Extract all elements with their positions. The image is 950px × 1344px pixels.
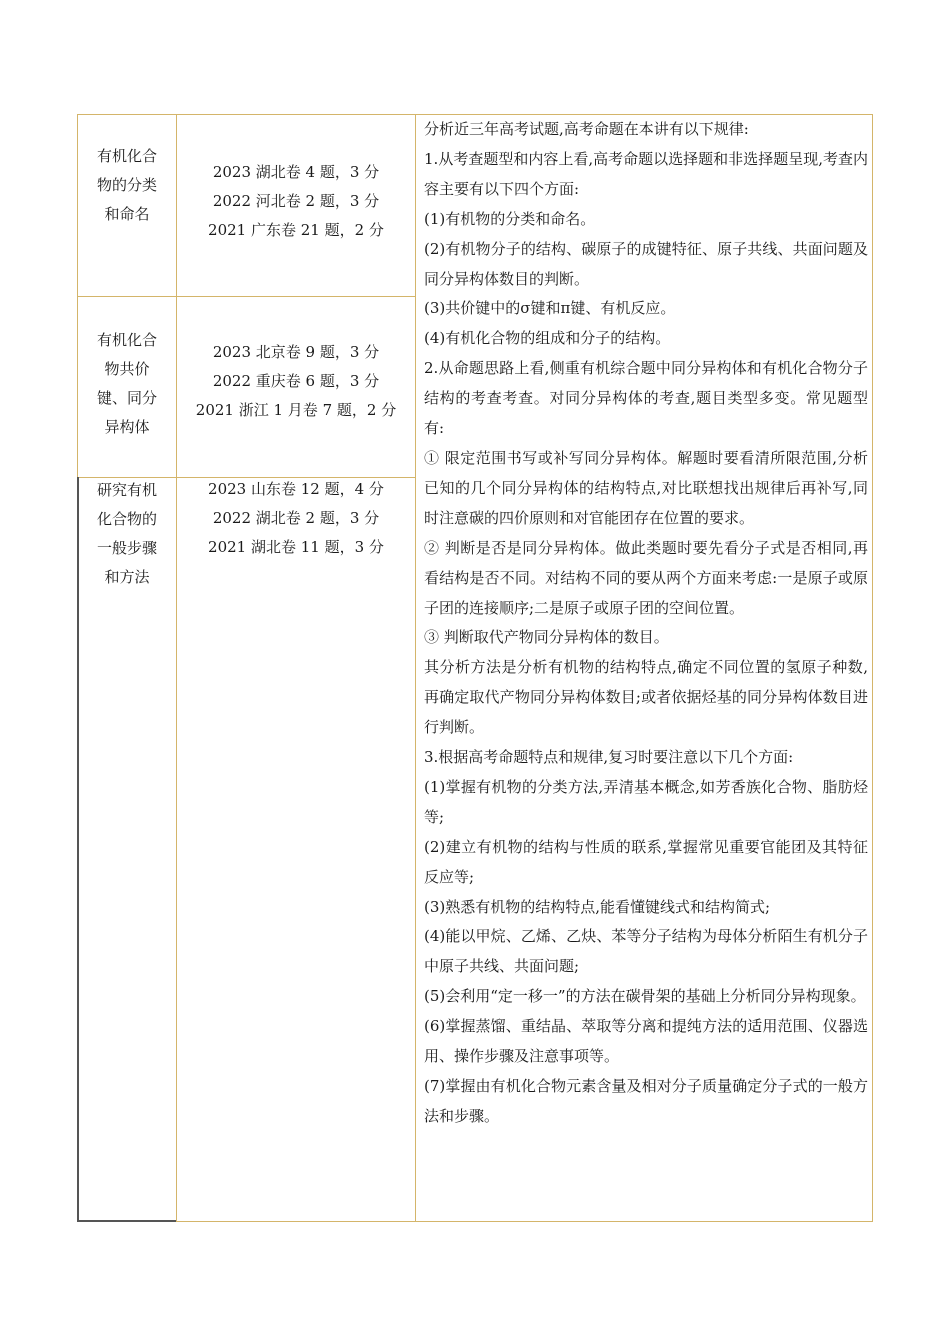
exam-cell-research-methods <box>178 475 414 562</box>
topic-text: 物共价 <box>104 360 150 378</box>
analysis-paragraph: (6)掌握蒸馏、重结晶、萃取等分离和提纯方法的适用范围、仪器选用、操作步骤及注意事项等。 <box>424 1017 868 1066</box>
analysis-paragraph: (4)能以甲烷、乙烯、乙炔、苯等分子结构为母体分析陌生有机分子中原子共线、共面问题; <box>424 927 868 976</box>
exam-reference: 2022 湖北卷 2 题，3 分 <box>212 509 380 527</box>
exam-reference: 2023 北京卷 9 题，3 分 <box>212 343 380 361</box>
analysis-paragraph: (7)掌握由有机化合物元素含量及相对分子质量确定分子式的一般方法和步骤。 <box>424 1077 868 1125</box>
column-divider <box>176 115 177 1221</box>
analysis-paragraph: (1)有机物的分类和命名。 <box>424 209 596 228</box>
analysis-paragraph: ② 判断是否是同分异构体。做此类题时要先看分子式是否相同,再看结构是否不同。对结构不同的要从两个方面来考虑:一是原子或原子团的连接顺序;二是原子或原子团的空间位置。 <box>424 538 868 617</box>
topic-text: 有机化合 <box>96 147 157 165</box>
topic-text: 和方法 <box>104 568 150 586</box>
analysis-cell <box>424 115 868 1132</box>
exam-cell-classification <box>178 158 414 245</box>
exam-reference: 2022 重庆卷 6 题，3 分 <box>212 372 380 390</box>
exam-reference: 2021 浙江 1 月卷 7 题，2 分 <box>195 401 397 419</box>
topic-text: 一般步骤 <box>96 539 157 557</box>
analysis-paragraph: ① 限定范围书写或补写同分异构体。解题时要看清所限范围,分析已知的几个同分异构体的结构特点,对比联想找出规律后再补写,同时注意碳的四价原则和对官能团存在位置的要求。 <box>424 448 868 527</box>
topic-text: 有机化合 <box>96 331 157 349</box>
topic-text: 键、同分 <box>96 389 157 407</box>
analysis-paragraph: (3)共价键中的σ键和π键、有机反应。 <box>424 299 676 318</box>
exam-reference: 2023 湖北卷 4 题，3 分 <box>212 163 380 181</box>
topic-text: 化合物的 <box>96 510 157 528</box>
table-left-border <box>77 477 79 1222</box>
analysis-intro: 分析近三年高考试题,高考命题在本讲有以下规律: <box>424 120 749 138</box>
topic-cell-research-methods <box>90 476 164 592</box>
exam-reference: 2021 广东卷 21 题，2 分 <box>208 221 384 239</box>
exam-reference: 2023 山东卷 12 题，4 分 <box>208 480 384 498</box>
table-bottom-border <box>77 1220 176 1222</box>
analysis-paragraph: 其分析方法是分析有机物的结构特点,确定不同位置的氢原子种数,再确定取代产物同分异构体数目;或者依据烃基的同分异构体数目进行判断。 <box>424 658 868 737</box>
topic-cell-classification <box>90 142 164 229</box>
analysis-paragraph: 1.从考查题型和内容上看,高考命题以选择题和非选择题呈现,考查内容主要有以下四个方面: <box>424 149 868 198</box>
topic-text: 异构体 <box>104 418 150 436</box>
analysis-paragraph: (3)熟悉有机物的结构特点,能看懂键线式和结构简式; <box>424 897 771 916</box>
analysis-paragraph: (2)有机物分子的结构、碳原子的成键特征、原子共线、共面问题及同分异构体数目的判断。 <box>424 239 868 288</box>
topic-text: 和命名 <box>104 205 150 223</box>
analysis-paragraph: 3.根据高考命题特点和规律,复习时要注意以下几个方面: <box>424 748 794 767</box>
exam-reference: 2022 河北卷 2 题，3 分 <box>212 192 380 210</box>
topic-text: 物的分类 <box>96 176 157 194</box>
column-divider <box>415 115 416 1221</box>
analysis-paragraph: (4)有机化合物的组成和分子的结构。 <box>424 329 671 348</box>
topic-text: 研究有机 <box>96 481 157 499</box>
row-divider <box>78 296 415 297</box>
exam-reference: 2021 湖北卷 11 题，3 分 <box>208 538 384 556</box>
analysis-paragraph: 2.从命题思路上看,侧重有机综合题中同分异构体和有机化合物分子结构的考查考查。对同分异构体的考查,题目类型多变。常见题型有: <box>424 359 868 438</box>
exam-cell-covalent-isomers <box>178 338 414 425</box>
analysis-paragraph: ③ 判断取代产物同分异构体的数目。 <box>424 628 669 647</box>
topic-cell-covalent-isomers <box>90 326 164 442</box>
exam-analysis-table <box>77 114 873 1222</box>
analysis-paragraph: (1)掌握有机物的分类方法,弄清基本概念,如芳香族化合物、脂肪烃等; <box>424 777 868 826</box>
analysis-paragraph: (2)建立有机物的结构与性质的联系,掌握常见重要官能团及其特征反应等; <box>424 837 868 886</box>
analysis-paragraph: (5)会利用“定一移一”的方法在碳骨架的基础上分析同分异构现象。 <box>424 987 866 1006</box>
